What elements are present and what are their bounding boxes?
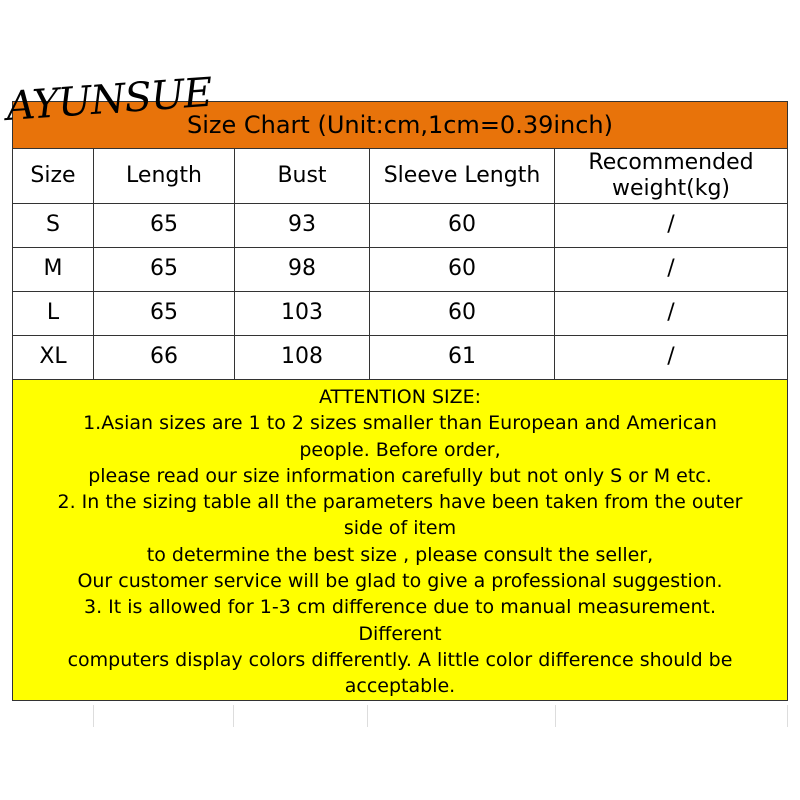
header-recommended-weight (555, 149, 788, 204)
faint-grid-line (787, 705, 788, 727)
notice-line: 1.Asian sizes are 1 to 2 sizes smaller than European and American (83, 412, 717, 435)
notice-line: side of item (343, 517, 457, 540)
notice-line: please read our size information carefully but not only S or M etc. (88, 464, 712, 487)
table-row (13, 204, 788, 248)
cell-bust: 98 (235, 248, 370, 292)
notice-line: 3. It is allowed for 1-3 cm difference due to manual measurement. (83, 596, 717, 619)
cell-length: 65 (94, 292, 235, 336)
table-row (13, 248, 788, 292)
notice-line: Different (358, 622, 442, 645)
attention-notice (12, 379, 788, 701)
notice-line: Our customer service will be glad to give a professional suggestion. (77, 570, 723, 593)
cell-weight: / (555, 248, 788, 292)
faint-grid-line (233, 705, 234, 727)
faint-grid-line (555, 705, 556, 727)
cell-size: S (13, 204, 94, 248)
cell-bust: 108 (235, 336, 370, 380)
cell-sleeve-length: 60 (370, 248, 555, 292)
cell-weight: / (555, 292, 788, 336)
cell-sleeve-length: 60 (370, 204, 555, 248)
header-sleeve-length: Sleeve Length (370, 149, 555, 204)
notice-line: ATTENTION SIZE: (318, 386, 482, 408)
cell-weight: / (555, 204, 788, 248)
cell-bust: 93 (235, 204, 370, 248)
cell-sleeve-length: 61 (370, 336, 555, 380)
notice-line: 2. In the sizing table all the parameters have been taken from the outer (57, 491, 743, 514)
size-chart-title: Size Chart (Unit:cm,1cm=0.39inch) (13, 102, 788, 149)
header-bust: Bust (235, 149, 370, 204)
faint-grid-line (93, 705, 94, 727)
notice-line: acceptable. (344, 675, 456, 698)
table-row (13, 336, 788, 380)
faint-grid-line (367, 705, 368, 727)
cell-size: M (13, 248, 94, 292)
notice-line: people. Before order, (299, 438, 501, 461)
cell-length: 65 (94, 204, 235, 248)
cell-length: 65 (94, 248, 235, 292)
table-row (13, 292, 788, 336)
cell-bust: 103 (235, 292, 370, 336)
cell-size: XL (13, 336, 94, 380)
cell-sleeve-length: 60 (370, 292, 555, 336)
header-weight-line1: Recommended (588, 149, 754, 175)
cell-weight: / (555, 336, 788, 380)
header-length: Length (94, 149, 235, 204)
notice-line: to determine the best size , please consult the seller, (146, 543, 654, 566)
header-weight-line2: weight(kg) (611, 176, 731, 201)
size-chart-table (12, 101, 788, 380)
cell-length: 66 (94, 336, 235, 380)
cell-size: L (13, 292, 94, 336)
size-chart-header-row (13, 149, 788, 204)
notice-line: computers display colors differently. A little color difference should be (67, 648, 733, 671)
header-size: Size (13, 149, 94, 204)
brand-logo: AYUNSUE (4, 69, 214, 130)
